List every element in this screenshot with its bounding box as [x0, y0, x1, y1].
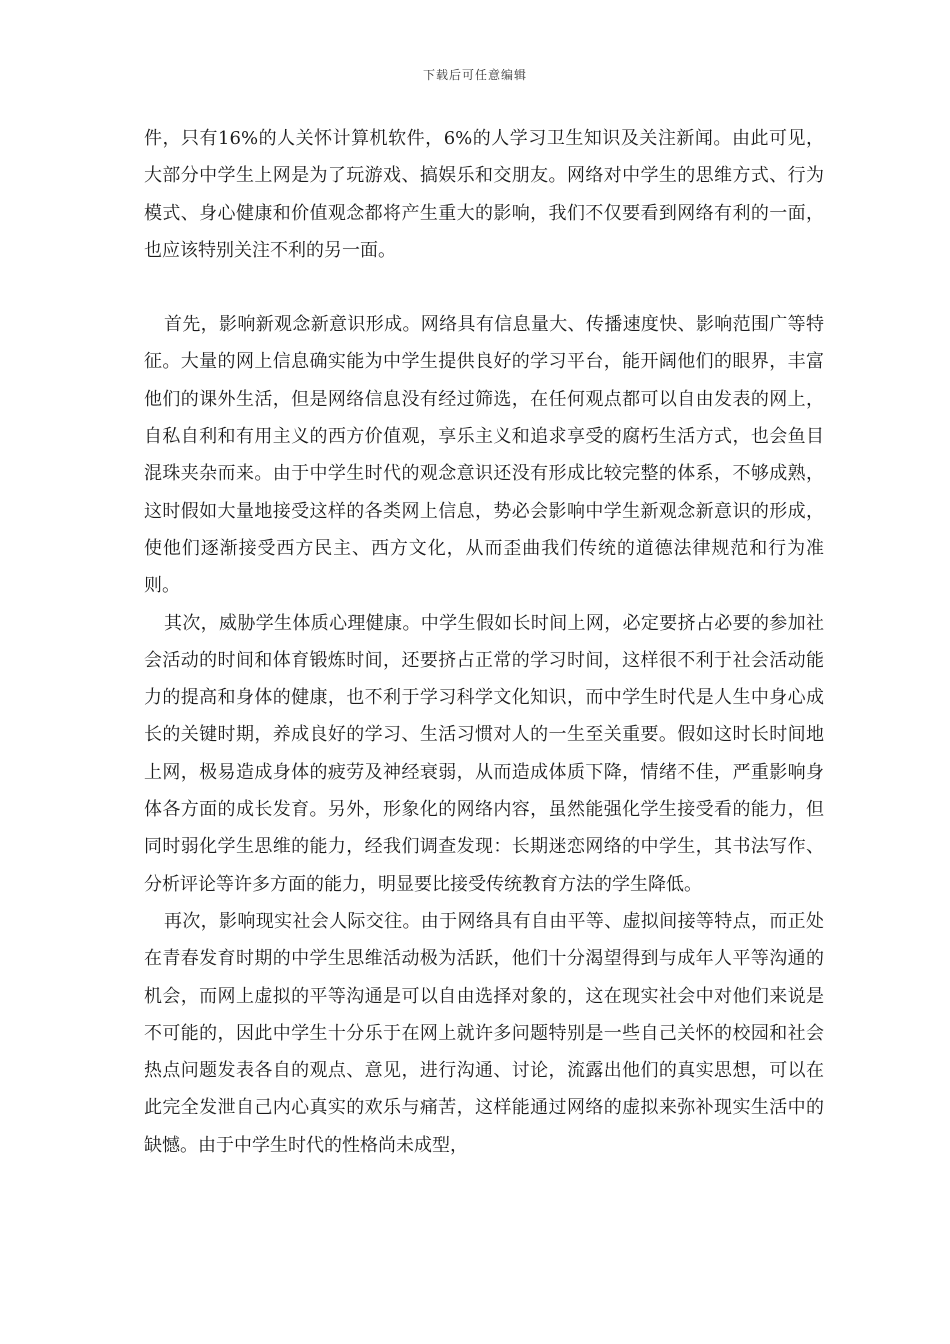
- paragraph-4: 再次，影响现实社会人际交往。由于网络具有自由平等、虚拟间接等特点，而正处在青春发育时期的中学生思维活动极为活跃，他们十分渴望得到与成年人平等沟通的机会，而网上虚拟的平等沟通是可以自由选择对象的，这在现实社会中对他们来说是不可能的，因此中学生十分乐于在网上就许多问题特别是一些自己关怀的校园和社会热点问题发表各自的观点、意见，进行沟通、讨论，流露出他们的真实思想，可以在此完全发泄自己内心真实的欢乐与痛苦，这样能通过网络的虚拟来弥补现实生活中的缺憾。由于中学生时代的性格尚未成型，: [144, 910, 824, 1156]
- paragraph-1: 件，只有16%的人关怀计算机软件，6%的人学习卫生知识及关注新闻。由此可见，大部分中学生上网是为了玩游戏、搞娱乐和交朋友。网络对中学生的思维方式、行为模式、身心健康和价值观念都将产生重大的影响，我们不仅要看到网络有利的一面，也应该特别关注不利的另一面。: [144, 128, 824, 261]
- paragraph-3: 其次，威胁学生体质心理健康。中学生假如长时间上网，必定要挤占必要的参加社会活动的时间和体育锻炼时间，还要挤占正常的学习时间，这样很不利于社会活动能力的提高和身体的健康，也不利于学习科学文化知识，而中学生时代是人生中身心成长的关键时期，养成良好的学习、生活习惯对人的一生至关重要。假如这时长时间地上网，极易造成身体的疲劳及神经衰弱，从而造成体质下降，情绪不佳，严重影响身体各方面的成长发育。另外，形象化的网络内容，虽然能强化学生接受看的能力，但同时弱化学生思维的能力，经我们调查发现：长期迷恋网络的中学生，其书法写作、分析评论等许多方面的能力，明显要比接受传统教育方法的学生降低。: [144, 612, 824, 895]
- page-header: 下载后可任意编辑: [422, 68, 527, 82]
- document-body: [144, 120, 824, 1164]
- paragraph-2: 首先，影响新观念新意识形成。网络具有信息量大、传播速度快、影响范围广等特征。大量的网上信息确实能为中学生提供良好的学习平台，能开阔他们的眼界，丰富他们的课外生活，但是网络信息没有经过筛选，在任何观点都可以自由发表的网上，自私自利和有用主义的西方价值观，享乐主义和追求享受的腐朽生活方式，也会鱼目混珠夹杂而来。由于中学生时代的观念意识还没有形成比较完整的体系，不够成熟，这时假如大量地接受这样的各类网上信息，势必会影响中学生新观念新意识的形成，使他们逐渐接受西方民主、西方文化，从而歪曲我们传统的道德法律规范和行为准则。: [144, 314, 824, 597]
